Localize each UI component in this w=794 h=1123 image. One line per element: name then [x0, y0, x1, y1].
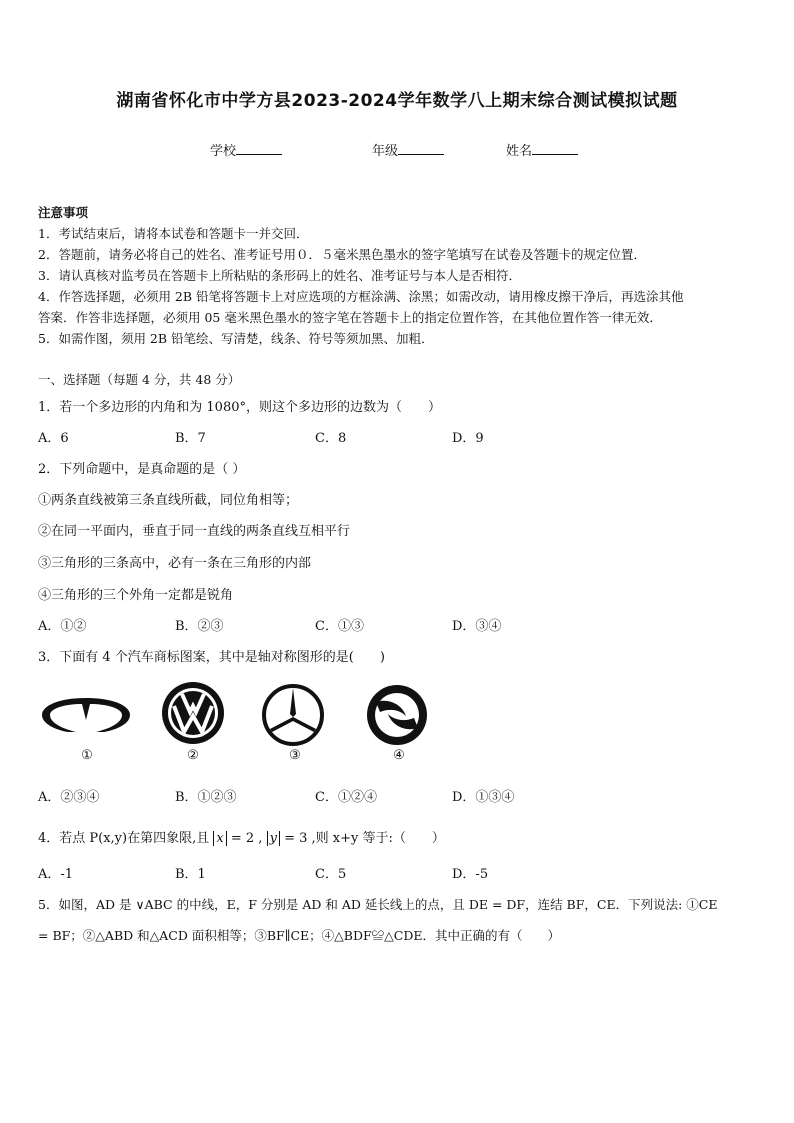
option-c[interactable]: C．①③	[315, 619, 364, 634]
car-logos	[36, 680, 456, 770]
school-blank[interactable]	[236, 142, 282, 155]
logo-label-2: ②	[187, 748, 199, 763]
school-label: 学校	[210, 144, 237, 159]
page-title: 湖南省怀化市中学方县2023-2024学年数学八上期末综合测试模拟试题	[116, 91, 678, 111]
question-3-options	[38, 786, 758, 804]
abs-y: y	[267, 831, 280, 846]
question-4-text	[38, 827, 445, 846]
option-d[interactable]: D．①③④	[452, 790, 515, 805]
question-1-text: 1．若一个多边形的内角和为 1080°，则这个多边形的边数为（ ）	[38, 400, 441, 415]
notes-title: 注意事项	[38, 205, 89, 220]
option-c[interactable]: C．5	[315, 867, 347, 882]
option-c[interactable]: C．8	[315, 431, 347, 446]
question-4-options	[38, 863, 758, 881]
question-2-statement: ④三角形的三个外角一定都是锐角	[38, 588, 234, 603]
abs-x: x	[213, 831, 226, 846]
question-5-line-1: 5．如图，AD 是 ∨ABC 的中线，E，F 分别是 AD 和 AD 延长线上的点，且 DE = DF，连结 BF，CE．下列说法: ①CE	[38, 897, 718, 912]
option-a[interactable]: A．6	[38, 431, 69, 446]
question-3-text: 3．下面有 4 个汽车商标图案，其中是轴对称图形的是( )	[38, 650, 385, 665]
name-label: 姓名	[506, 144, 533, 159]
option-d[interactable]: D．-5	[452, 867, 489, 882]
grade-blank[interactable]	[398, 142, 444, 155]
logo-label-4: ④	[393, 748, 405, 763]
note-line: 1．考试结束后，请将本试卷和答题卡一并交回．	[38, 226, 309, 241]
question-2-options	[38, 615, 758, 633]
mercedes-logo-icon	[262, 684, 324, 746]
note-line: 4．作答选择题，必须用 2B 铅笔将答题卡上对应选项的方框涂满、涂黑；如需改动，请用橡皮擦干净后，再选涂其他	[38, 289, 684, 304]
option-b[interactable]: B．1	[175, 867, 206, 882]
note-line: 答案．作答非选择题，必须用 05 毫米黑色墨水的签字笔在答题卡上的指定位置作答，在其他位置作答一律无效．	[38, 310, 662, 325]
note-line: 5．如需作图，须用 2B 铅笔绘、写清楚，线条、符号等须加黑、加粗．	[38, 331, 434, 346]
name-blank[interactable]	[532, 142, 578, 155]
question-4-prefix: 4．若点 P(x,y)在第四象限,且	[38, 831, 210, 846]
option-b[interactable]: B．②③	[175, 619, 224, 634]
note-line: 2．答题前，请务必将自己的姓名、准考证号用０．５毫米黑色墨水的签字笔填写在试卷及答题卡的规定位置．	[38, 247, 646, 262]
grade-label: 年级	[372, 144, 399, 159]
option-b[interactable]: B．7	[175, 431, 206, 446]
option-d[interactable]: D．③④	[452, 619, 502, 634]
logo-label-3: ③	[289, 748, 301, 763]
name-field[interactable]	[506, 140, 578, 159]
question-1-options	[38, 427, 758, 445]
option-a[interactable]: A．②③④	[38, 790, 100, 805]
question-2-statement: ②在同一平面内，垂直于同一直线的两条直线互相平行	[38, 524, 351, 539]
option-a[interactable]: A．①②	[38, 619, 87, 634]
question-4-eq1: = 2 ,	[230, 831, 263, 846]
logo-label-1: ①	[81, 748, 93, 763]
option-a[interactable]: A．-1	[38, 867, 74, 882]
question-2-text: 2．下列命题中，是真命题的是（ ）	[38, 462, 246, 477]
option-b[interactable]: B．①②③	[175, 790, 237, 805]
question-2-statement: ①两条直线被第三条直线所截，同位角相等；	[38, 493, 299, 508]
grade-field[interactable]	[372, 140, 444, 159]
section-heading: 一、选择题（每题 4 分，共 48 分）	[38, 372, 241, 387]
infiniti-logo-icon	[38, 690, 134, 740]
question-4-eq2: = 3	[284, 831, 308, 846]
option-d[interactable]: D．9	[452, 431, 484, 446]
question-2-statement: ③三角形的三条高中，必有一条在三角形的内部	[38, 556, 312, 571]
question-4-suffix: ,则 x+y 等于:（ ）	[311, 831, 445, 846]
school-field[interactable]	[210, 140, 282, 159]
question-5-line-2: = BF；②△ABD 和△ACD 面积相等；③BF∥CE；④△BDF≌△CDE．其中正确的有（ ）	[38, 928, 560, 943]
note-line: 3．请认真核对监考员在答题卡上所粘贴的条形码上的姓名、准考证号与本人是否相符．	[38, 268, 521, 283]
dongfeng-logo-icon	[362, 682, 432, 748]
volkswagen-logo-icon	[160, 680, 226, 746]
option-c[interactable]: C．①②④	[315, 790, 377, 805]
